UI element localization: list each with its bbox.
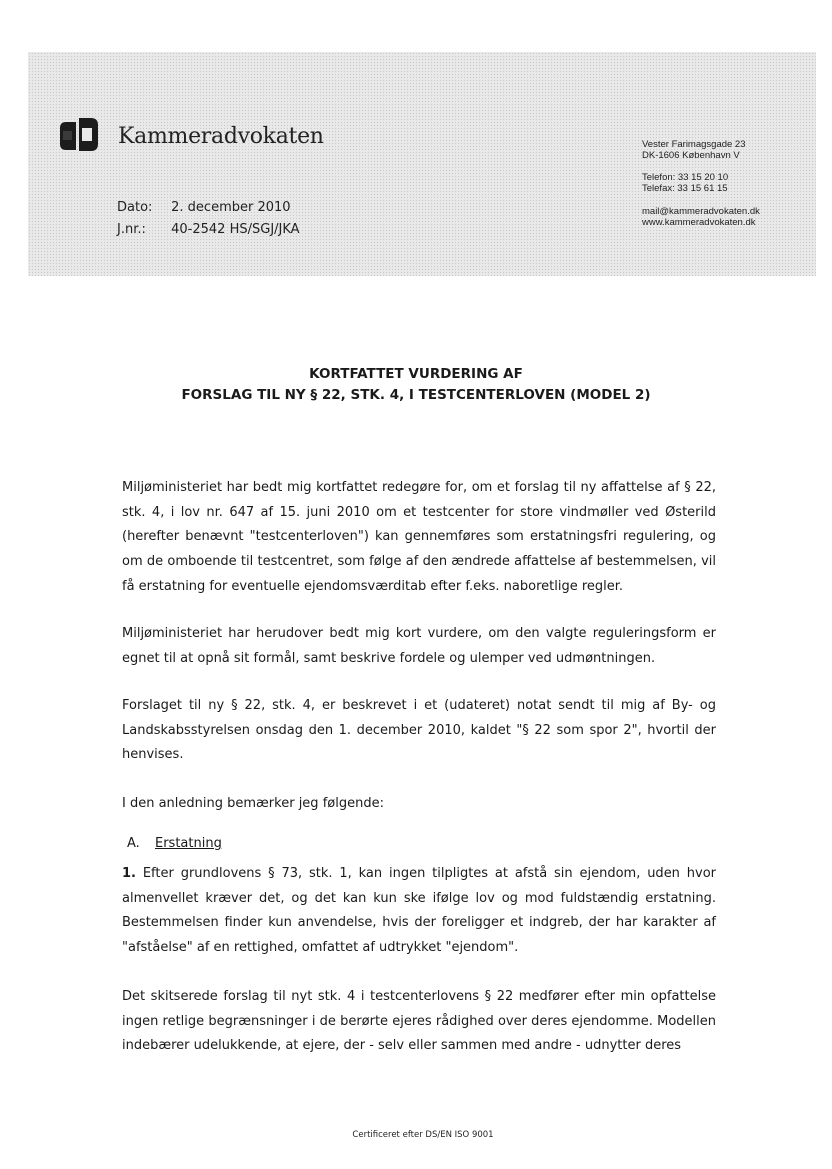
reference-label: J.nr.: [117, 222, 146, 237]
kammeradvokaten-logo [58, 114, 100, 156]
section-letter: A. [127, 836, 140, 851]
certification-footer: Certificeret efter DS/EN ISO 9001 [352, 1130, 494, 1140]
paragraph-1 [122, 862, 716, 961]
date-value: 2. december 2010 [171, 200, 291, 215]
website-link[interactable]: www.kammeradvokaten.dk [642, 217, 756, 228]
letterhead-band [28, 52, 816, 276]
section-title: Erstatning [155, 836, 222, 851]
fax: Telefax: 33 15 61 15 [642, 183, 728, 194]
paragraph-lead-in: I den anledning bemærker jeg følgende: [122, 796, 384, 811]
document-title-line-1: KORTFATTET VURDERING AF [309, 366, 523, 382]
phone: Telefon: 33 15 20 10 [642, 172, 729, 183]
date-line [117, 200, 291, 215]
paragraph-scope: Miljøministeriet har herudover bedt mig kort vurdere, om den valgte reguleringsform er egnet til at opnå sit formål, samt beskrive fordele og ulemper ved udmøntningen. [122, 626, 716, 666]
address-line-1: Vester Farimagsgade 23 [642, 139, 746, 150]
address-line-2: DK-1606 København V [642, 150, 740, 161]
reference-value: 40-2542 HS/SGJ/JKA [171, 222, 300, 237]
paragraph-number: 1. [122, 866, 136, 881]
section-heading-a [127, 836, 222, 851]
email-link[interactable]: mail@kammeradvokaten.dk [642, 206, 760, 217]
firm-name: Kammeradvokaten [118, 124, 324, 149]
document-title-line-2: FORSLAG TIL NY § 22, STK. 4, I TESTCENTERLOVEN (MODEL 2) [181, 387, 651, 403]
reference-line [117, 222, 300, 237]
paragraph-reference: Forslaget til ny § 22, stk. 4, er beskrevet i et (udateret) notat sendt til mig af By- og Landskabsstyrelsen onsdag den 1. december 2010, kaldet "§ 22 som spor 2", hvortil der henvises. [122, 698, 716, 763]
date-label: Dato: [117, 200, 153, 215]
paragraph-intro: Miljøministeriet har bedt mig kortfattet redegøre for, om et forslag til ny affattelse af § 22, stk. 4, i lov nr. 647 af 15. juni 2010 om et testcenter for store vindmøller ved Østerild (herefter benævnt "testcenterloven") kan gennemføres som erstatningsfri regulering, og om de omboende til testcentret, som følge af den ændrede affattelse af bestemmelsen, vil få erstatning for eventuelle ejendomsværditab efter f.eks. naboretlige regler. [122, 480, 716, 594]
paragraph-proposal: Det skitserede forslag til nyt stk. 4 i testcenterlovens § 22 medfører efter min opfattelse ingen retlige begrænsninger i de berørte ejeres rådighed over deres ejendomme. Modellen indebærer udelukkende, at ejere, der - selv eller sammen med andre - udnytter deres [122, 989, 716, 1054]
paragraph-1-text: Efter grundlovens § 73, stk. 1, kan ingen tilpligtes at afstå sin ejendom, uden hvor almenvellet kræver det, og det kan kun ske ifølge lov og mod fuldstændig erstatning. Bestemmelsen finder kun anvendelse, hvis der foreligger et indgreb, der har karakter af "afståelse" af en rettighed, omfattet af udtrykket "ejendom". [122, 866, 717, 956]
